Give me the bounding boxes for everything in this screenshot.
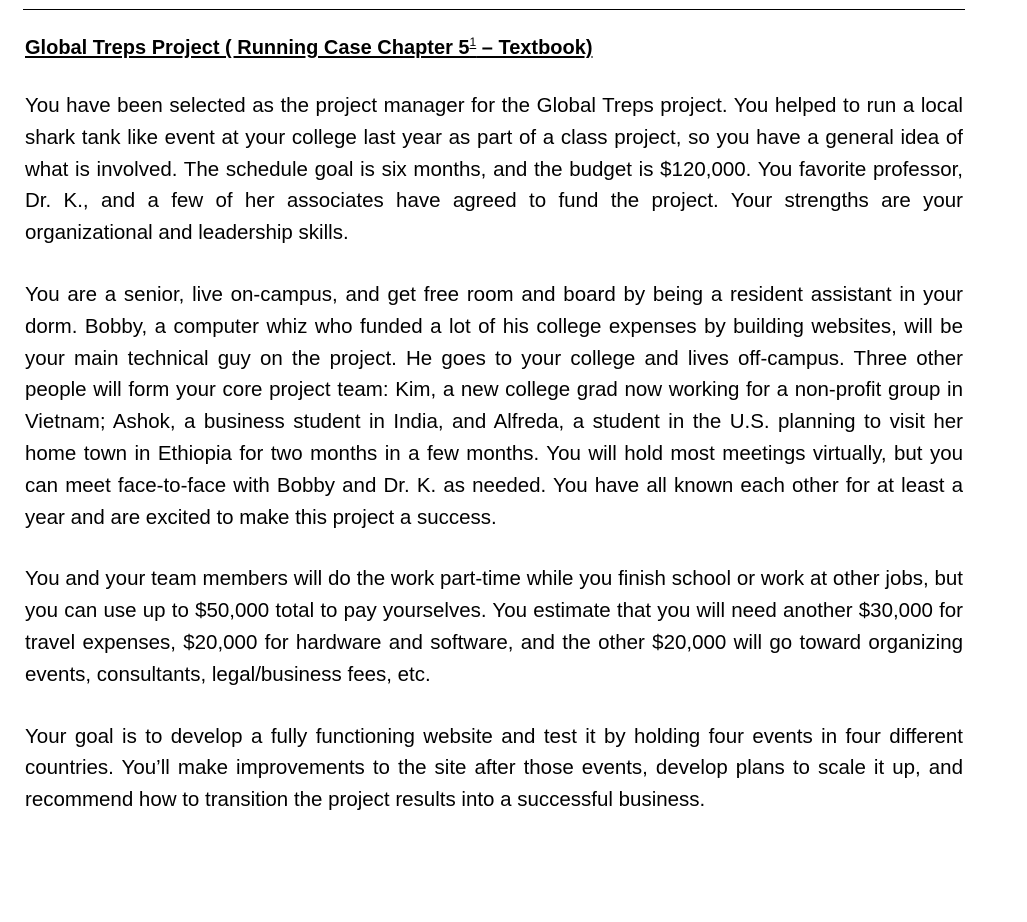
title-main: Global Treps Project ( Running Case Chapter 5 <box>25 37 470 59</box>
document-page <box>25 36 963 816</box>
top-divider <box>23 9 965 10</box>
paragraph-goal: Your goal is to develop a fully functioning website and test it by holding four events in four different countries. You’ll make improvements to the site after those events, develop plans to scale it up, and recommend how to transition the project results into a successful business. <box>25 724 963 812</box>
paragraph-team: You are a senior, live on-campus, and get free room and board by being a resident assistant in your dorm. Bobby, a computer whiz who funded a lot of his college expenses by building websites, will be your main technical guy on the project. He goes to your college and lives off-campus. Three other people will form your core project team: Kim, a new college grad now working for a non-profit group in Vietnam; Ashok, a business student in India, and Alfreda, a student in the U.S. planning to visit her home town in Ethiopia for two months in a few months. You will hold most meetings virtually, but you can meet face-to-face with Bobby and Dr. K. as needed. You have all known each other for at least a year and are excited to make this project a success. <box>25 282 963 529</box>
title-tail: – Textbook) <box>476 37 593 59</box>
paragraph-budget: You and your team members will do the work part-time while you finish school or work at other jobs, but you can use up to $50,000 total to pay yourselves. You estimate that you will need another $30,000 for travel expenses, $20,000 for hardware and software, and the other $20,000 will go toward organizing events, consultants, legal/business fees, etc. <box>25 567 963 686</box>
footnote-marker: 1 <box>469 35 477 49</box>
document-title <box>25 36 963 60</box>
paragraph-project-manager: You have been selected as the project manager for the Global Treps project. You helped to run a local shark tank like event at your college last year as part of a class project, so you have a general idea of what is involved. The schedule goal is six months, and the budget is $120,000. You favorite professor, Dr. K., and a few of her associates have agreed to fund the project. Your strengths are your organizational and leadership skills. <box>25 94 963 245</box>
